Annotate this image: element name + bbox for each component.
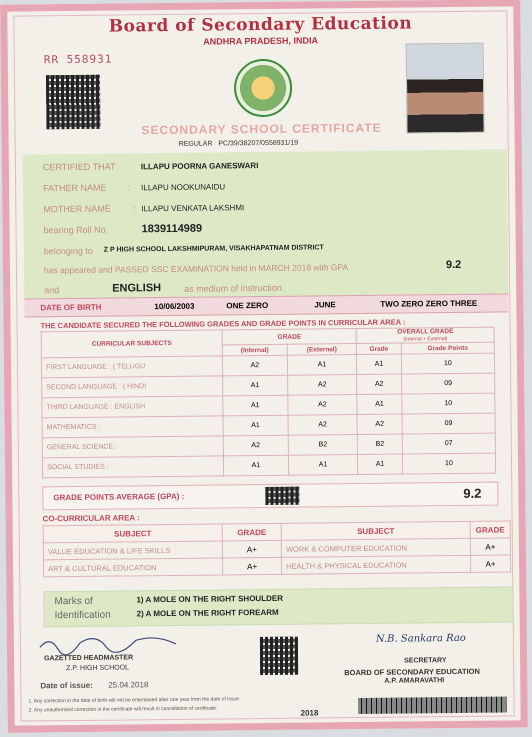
subject-cell: SECOND LANGUAGE : ( HINDI: [42, 376, 223, 398]
table-row: [42, 453, 495, 478]
external-cell: A2: [288, 415, 358, 436]
subject-cell: THIRD LANGUAGE : ENGLISH: [42, 396, 223, 418]
passed-text: has appeared and PASSED SSC EXAMINATION held in MARCH 2018 with GPA: [43, 262, 349, 276]
marks-label-2: Identification: [54, 609, 111, 622]
student-details-band: [23, 149, 508, 299]
external-cell: A1: [288, 455, 358, 476]
dob-year-words: TWO ZERO ZERO THREE: [380, 298, 478, 309]
subject-cell: MATHEMATICS :: [42, 416, 223, 438]
subject-cell: SOCIAL STUDIES :: [42, 456, 223, 478]
school-stamp: Z.P. HIGH SCHOOL: [66, 664, 130, 673]
co-subject-cell: VALUE EDUCATION & LIFE SKILLS: [43, 541, 222, 560]
co-grade-cell: A+: [223, 557, 282, 575]
verification-qr-icon: [260, 637, 298, 675]
grade-cell: A2: [357, 414, 402, 434]
internal-cell: A1: [223, 375, 288, 396]
grade-cell: A1: [358, 454, 403, 474]
headmaster-signature-icon: [36, 630, 196, 656]
col-overall-sub: (Internal + External): [403, 336, 448, 343]
grade-cell: A1: [357, 394, 402, 414]
issue-date: 25.04.2018: [108, 680, 149, 690]
grade-cell: A2: [357, 374, 402, 394]
dob-day-words: ONE ZERO: [226, 300, 269, 311]
dob-label: DATE OF BIRTH: [40, 302, 102, 313]
footnote-1: 1. Any correction in the date of birth will not be entertained after one year from the date of issue.: [28, 696, 241, 705]
col-grade2: Grade: [357, 343, 402, 354]
co-subject-cell: WORK & COMPUTER EDUCATION: [281, 538, 470, 557]
state-line: ANDHRA PRADESH, INDIA: [203, 35, 318, 47]
hologram-icon: [265, 487, 299, 505]
dob-date: 10/06/2003: [154, 301, 195, 312]
secretary-block: [336, 632, 517, 694]
points-cell: 09: [402, 413, 495, 434]
co-col-subject: SUBJECT: [43, 524, 222, 543]
col-overall: [356, 327, 494, 343]
state-emblem-icon: [234, 59, 293, 118]
points-cell: 10: [402, 393, 495, 414]
board-place: A.P. AMARAVATHI: [384, 677, 445, 685]
co-grade-cell: A+: [222, 540, 281, 558]
co-col-grade: GRADE: [222, 523, 281, 541]
reference-number: PC/39/38207/0558931/19: [218, 139, 299, 148]
medium-value: ENGLISH: [112, 282, 162, 295]
internal-cell: A2: [223, 435, 288, 456]
internal-cell: A2: [222, 355, 287, 376]
print-year: 2018: [300, 708, 319, 718]
internal-cell: A1: [223, 455, 288, 476]
internal-cell: A1: [223, 395, 288, 416]
gpa-value: 9.2: [463, 485, 482, 501]
medium-suffix: as medium of instruction.: [184, 282, 285, 294]
footnote-2: 2. Any unauthorised correction in the certificate will result in cancellation of certificate.: [28, 705, 218, 714]
father-colon: :: [127, 182, 130, 193]
mark-1: 1) A MOLE ON THE RIGHT SHOULDER: [136, 593, 284, 605]
grade-cell: B2: [358, 434, 403, 454]
col-overall-label: OVERALL GRADE: [397, 328, 454, 336]
grades-table: [41, 327, 497, 479]
barcode-icon: [358, 696, 506, 714]
external-cell: A2: [288, 395, 358, 416]
col-internal: (Internal): [222, 344, 287, 356]
student-name: ILLAPU POORNA GANESWARI: [140, 161, 259, 172]
points-cell: 09: [401, 373, 494, 394]
regular-label: REGULAR: [178, 140, 213, 148]
grades-heading: THE CANDIDATE SECURED THE FOLLOWING GRADES AND GRADE POINTS IN CURRICULAR AREA :: [40, 317, 406, 331]
certificate-subtitle: SECONDARY SCHOOL CERTIFICATE: [141, 120, 382, 138]
points-cell: 10: [401, 353, 494, 374]
col-grade: GRADE: [222, 329, 356, 345]
regular-line: [179, 140, 299, 148]
co-subject-cell: HEALTH & PHYSICAL EDUCATION: [282, 555, 471, 574]
points-cell: 10: [402, 453, 495, 474]
external-cell: A2: [287, 375, 357, 396]
points-cell: 07: [402, 433, 495, 454]
col-points: Grade Points: [401, 342, 494, 354]
certified-label: CERTIFIED THAT: [42, 161, 116, 173]
school-name: Z P HIGH SCHOOL LAKSHMIPURAM, VISAKHAPATNAM DISTRICT: [103, 244, 324, 254]
father-label: FATHER NAME: [43, 182, 107, 194]
external-cell: A1: [287, 355, 357, 376]
co-grade-cell: A+: [470, 555, 510, 572]
subject-cell: GENERAL SCIENCE :: [42, 436, 223, 458]
col-external: (External): [287, 344, 357, 356]
mother-name: ILLAPU VENKATA LAKSHMI: [141, 203, 245, 214]
headmaster-stamp: [36, 630, 197, 696]
roll-label: bearing Roll No.: [43, 224, 109, 236]
marks-label-1: Marks of: [54, 595, 93, 608]
secretary-title: SECRETARY: [404, 657, 447, 665]
board-name: BOARD OF SECONDARY EDUCATION: [344, 666, 480, 678]
school-prefix: belonging to: [43, 245, 93, 257]
mother-colon: :: [133, 203, 136, 214]
and-label: and: [44, 285, 60, 296]
co-col-subject-2: SUBJECT: [281, 521, 470, 540]
gazetted-headmaster: GAZETTED HEADMASTER: [44, 654, 134, 663]
co-subject-cell: ART & CULTURAL EDUCATION: [44, 558, 223, 577]
secretary-signature: N.B. Sankara Rao: [375, 632, 466, 645]
mother-label: MOTHER NAME: [43, 203, 111, 215]
cocurricular-heading: CO-CURRICULAR AREA :: [42, 513, 140, 524]
board-title: Board of Secondary Education: [108, 13, 413, 37]
internal-cell: A1: [223, 415, 288, 436]
dob-month-words: JUNE: [314, 300, 336, 310]
identification-marks: [43, 586, 513, 627]
col-subjects: CURRICULAR SUBJECTS: [41, 330, 222, 358]
father-name: ILLAPU NOOKUNAIDU: [141, 182, 226, 193]
gpa-inline: 9.2: [445, 258, 462, 272]
qr-code-icon: [46, 75, 101, 130]
serial-number: RR 558931: [43, 52, 113, 67]
mark-2: 2) A MOLE ON THE RIGHT FOREARM: [136, 607, 279, 619]
grade-cell: A1: [357, 354, 402, 374]
cocurricular-table: [43, 520, 512, 577]
co-grade-cell: A+: [470, 538, 510, 555]
co-col-grade-2: GRADE: [470, 521, 510, 538]
issue-date-label: Date of issue:: [40, 680, 93, 691]
gpa-row: [42, 482, 498, 511]
gpa-label: GRADE POINTS AVERAGE (GPA) :: [53, 491, 185, 503]
external-cell: B2: [288, 435, 358, 456]
roll-number: 1839114989: [141, 222, 203, 236]
subject-cell: FIRST LANGUAGE : ( TELUGU: [41, 356, 222, 378]
